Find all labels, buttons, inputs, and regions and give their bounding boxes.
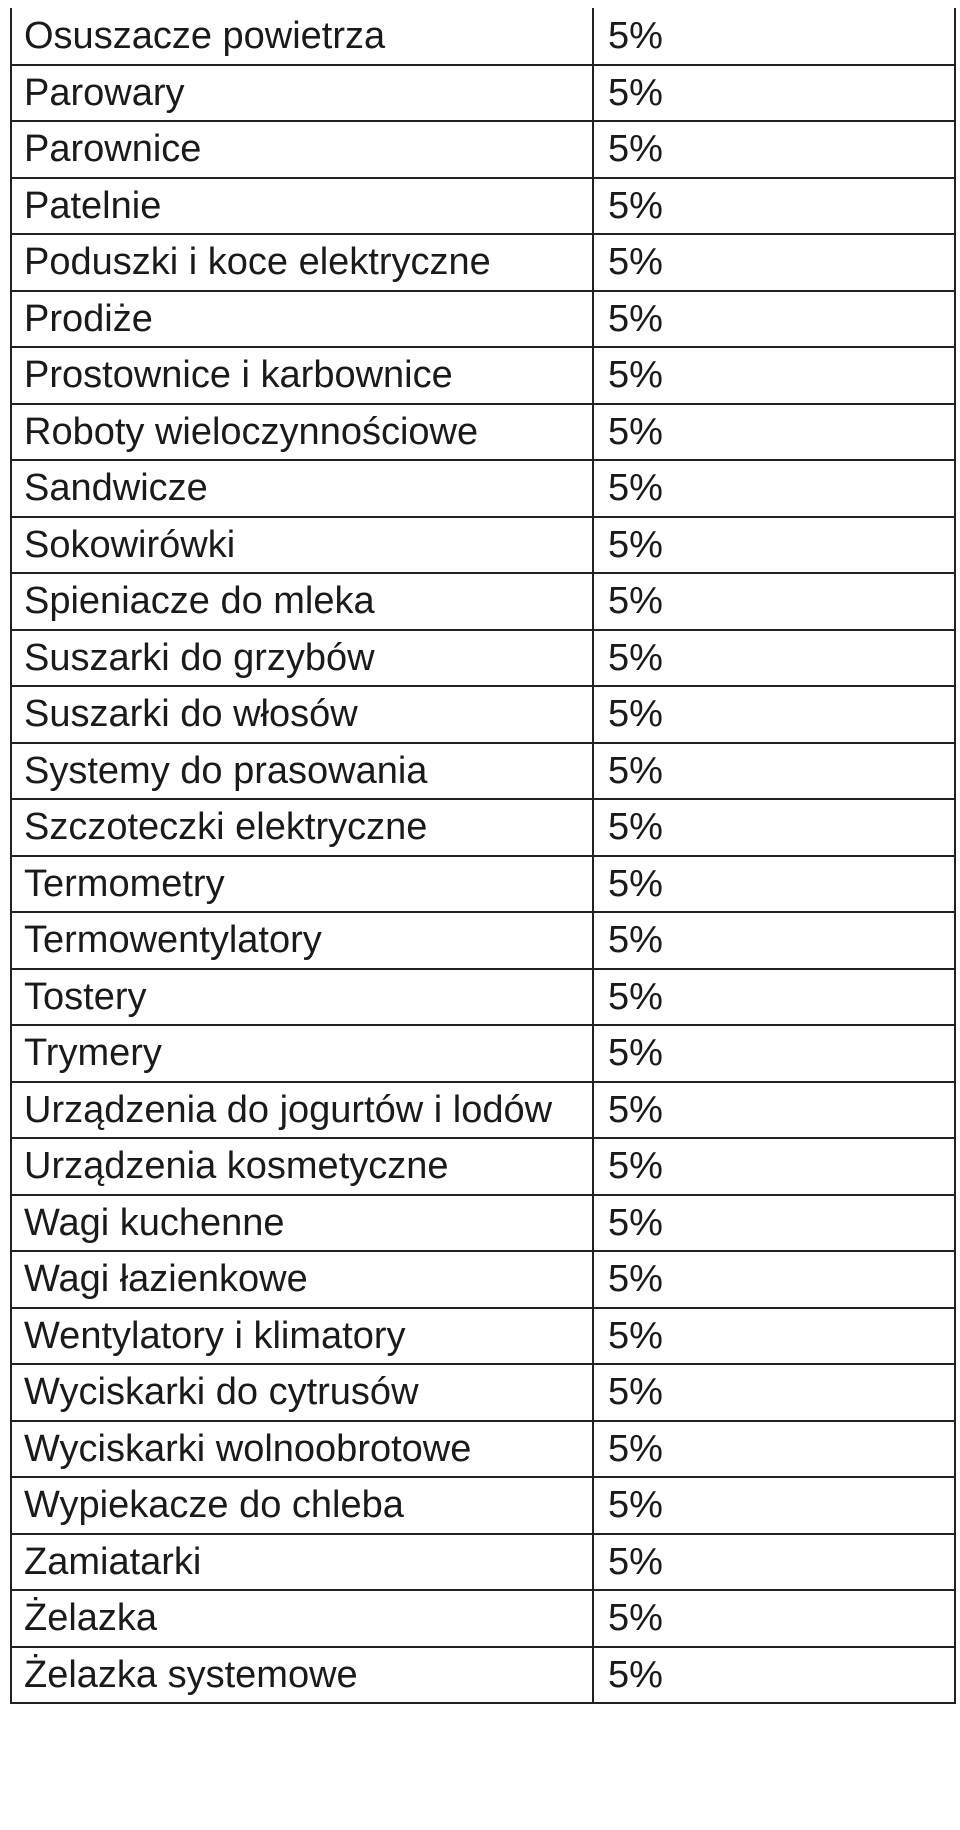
table-row [11, 517, 955, 574]
table-row [11, 8, 955, 65]
product-name-cell: Urządzenia do jogurtów i lodów [11, 1082, 593, 1139]
rate-cell: 5% [593, 291, 955, 348]
table-row [11, 1421, 955, 1478]
rate-cell: 5% [593, 178, 955, 235]
table-row [11, 1308, 955, 1365]
table-row [11, 630, 955, 687]
rate-cell: 5% [593, 517, 955, 574]
rate-cell: 5% [593, 573, 955, 630]
table-row [11, 573, 955, 630]
table-row [11, 1647, 955, 1704]
rate-cell: 5% [593, 460, 955, 517]
product-name-cell: Poduszki i koce elektryczne [11, 234, 593, 291]
product-name-cell: Suszarki do włosów [11, 686, 593, 743]
product-name-cell: Szczoteczki elektryczne [11, 799, 593, 856]
rates-table-body [11, 8, 955, 1703]
table-row [11, 912, 955, 969]
rates-table-container [10, 8, 954, 1704]
table-row [11, 178, 955, 235]
table-row [11, 1082, 955, 1139]
product-name-cell: Wyciskarki wolnoobrotowe [11, 1421, 593, 1478]
table-row [11, 234, 955, 291]
rate-cell: 5% [593, 8, 955, 65]
product-name-cell: Parownice [11, 121, 593, 178]
table-row [11, 686, 955, 743]
table-row [11, 1025, 955, 1082]
product-name-cell: Roboty wieloczynnościowe [11, 404, 593, 461]
table-row [11, 347, 955, 404]
table-row [11, 65, 955, 122]
product-name-cell: Wypiekacze do chleba [11, 1477, 593, 1534]
product-name-cell: Termometry [11, 856, 593, 913]
rate-cell: 5% [593, 1082, 955, 1139]
product-name-cell: Parowary [11, 65, 593, 122]
rate-cell: 5% [593, 234, 955, 291]
rate-cell: 5% [593, 856, 955, 913]
rate-cell: 5% [593, 65, 955, 122]
rate-cell: 5% [593, 1590, 955, 1647]
table-row [11, 969, 955, 1026]
rate-cell: 5% [593, 1308, 955, 1365]
rate-cell: 5% [593, 743, 955, 800]
product-name-cell: Żelazka [11, 1590, 593, 1647]
product-name-cell: Patelnie [11, 178, 593, 235]
rate-cell: 5% [593, 1534, 955, 1591]
rate-cell: 5% [593, 1195, 955, 1252]
rate-cell: 5% [593, 1421, 955, 1478]
table-row [11, 291, 955, 348]
rate-cell: 5% [593, 912, 955, 969]
product-name-cell: Wagi łazienkowe [11, 1251, 593, 1308]
table-row [11, 1364, 955, 1421]
rate-cell: 5% [593, 1364, 955, 1421]
table-row [11, 1534, 955, 1591]
rate-cell: 5% [593, 686, 955, 743]
rate-cell: 5% [593, 404, 955, 461]
table-row [11, 121, 955, 178]
product-name-cell: Zamiatarki [11, 1534, 593, 1591]
product-name-cell: Suszarki do grzybów [11, 630, 593, 687]
product-name-cell: Prodiże [11, 291, 593, 348]
table-row [11, 404, 955, 461]
product-name-cell: Wyciskarki do cytrusów [11, 1364, 593, 1421]
product-name-cell: Tostery [11, 969, 593, 1026]
product-name-cell: Osuszacze powietrza [11, 8, 593, 65]
rate-cell: 5% [593, 121, 955, 178]
table-row [11, 856, 955, 913]
rate-cell: 5% [593, 969, 955, 1026]
rate-cell: 5% [593, 1647, 955, 1704]
rate-cell: 5% [593, 799, 955, 856]
product-name-cell: Prostownice i karbownice [11, 347, 593, 404]
rate-cell: 5% [593, 1138, 955, 1195]
product-name-cell: Sandwicze [11, 460, 593, 517]
table-row [11, 743, 955, 800]
product-name-cell: Wagi kuchenne [11, 1195, 593, 1252]
table-row [11, 1251, 955, 1308]
rate-cell: 5% [593, 1251, 955, 1308]
table-row [11, 1477, 955, 1534]
product-name-cell: Systemy do prasowania [11, 743, 593, 800]
table-row [11, 1138, 955, 1195]
product-name-cell: Sokowirówki [11, 517, 593, 574]
product-name-cell: Spieniacze do mleka [11, 573, 593, 630]
rate-cell: 5% [593, 630, 955, 687]
rate-cell: 5% [593, 347, 955, 404]
product-name-cell: Urządzenia kosmetyczne [11, 1138, 593, 1195]
rate-cell: 5% [593, 1477, 955, 1534]
rate-cell: 5% [593, 1025, 955, 1082]
product-name-cell: Wentylatory i klimatory [11, 1308, 593, 1365]
product-name-cell: Żelazka systemowe [11, 1647, 593, 1704]
rates-table [10, 8, 956, 1704]
table-row [11, 1590, 955, 1647]
product-name-cell: Termowentylatory [11, 912, 593, 969]
table-row [11, 1195, 955, 1252]
table-row [11, 460, 955, 517]
table-row [11, 799, 955, 856]
product-name-cell: Trymery [11, 1025, 593, 1082]
